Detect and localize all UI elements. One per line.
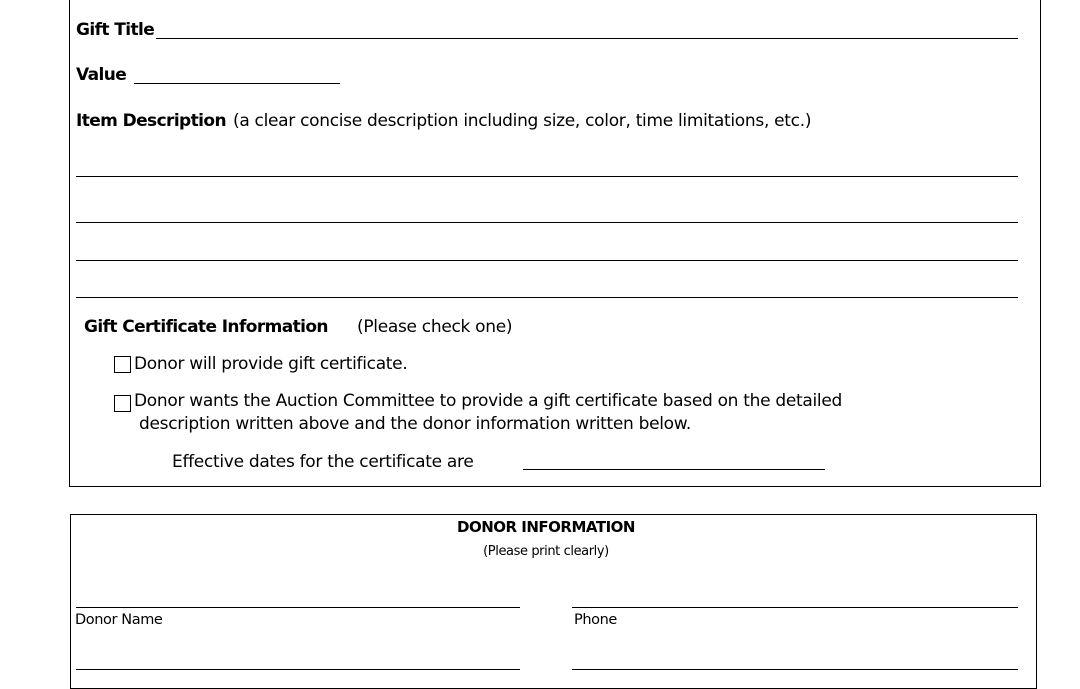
certificate-heading-hint: (Please check one)	[357, 317, 513, 337]
gift-title-label: Gift Title	[76, 20, 155, 40]
option-2-checkbox[interactable]	[114, 395, 131, 412]
option-2-label-line-1: Donor wants the Auction Committee to provide a gift certificate based on the detailed	[134, 391, 842, 411]
item-description-label: Item Description	[76, 111, 226, 131]
item-description-line-4[interactable]	[76, 297, 1018, 298]
certificate-heading: Gift Certificate Information	[84, 317, 328, 337]
value-field[interactable]	[134, 83, 340, 84]
donor-info-heading: DONOR INFORMATION	[457, 518, 635, 536]
effective-dates-label: Effective dates for the certificate are	[172, 452, 474, 472]
gift-title-field[interactable]	[156, 38, 1018, 39]
phone-label: Phone	[574, 612, 617, 628]
value-label: Value	[76, 65, 127, 85]
phone-field[interactable]	[572, 607, 1018, 608]
donor-information-section	[70, 514, 1037, 689]
option-2-label-line-2: description written above and the donor information written below.	[139, 414, 691, 434]
item-description-line-1[interactable]	[76, 176, 1018, 177]
option-1-checkbox[interactable]	[114, 356, 131, 373]
item-description-line-2[interactable]	[76, 222, 1018, 223]
donor-name-field[interactable]	[76, 607, 520, 608]
donor-name-label: Donor Name	[75, 612, 163, 628]
donor-address-field[interactable]	[76, 669, 520, 670]
item-description-line-3[interactable]	[76, 260, 1018, 261]
item-description-hint: (a clear concise description including size, color, time limitations, etc.)	[233, 111, 812, 131]
donor-info-subheading: (Please print clearly)	[483, 544, 609, 559]
effective-dates-field[interactable]	[523, 469, 825, 470]
option-1-label: Donor will provide gift certificate.	[134, 354, 408, 374]
donor-email-field[interactable]	[572, 669, 1018, 670]
